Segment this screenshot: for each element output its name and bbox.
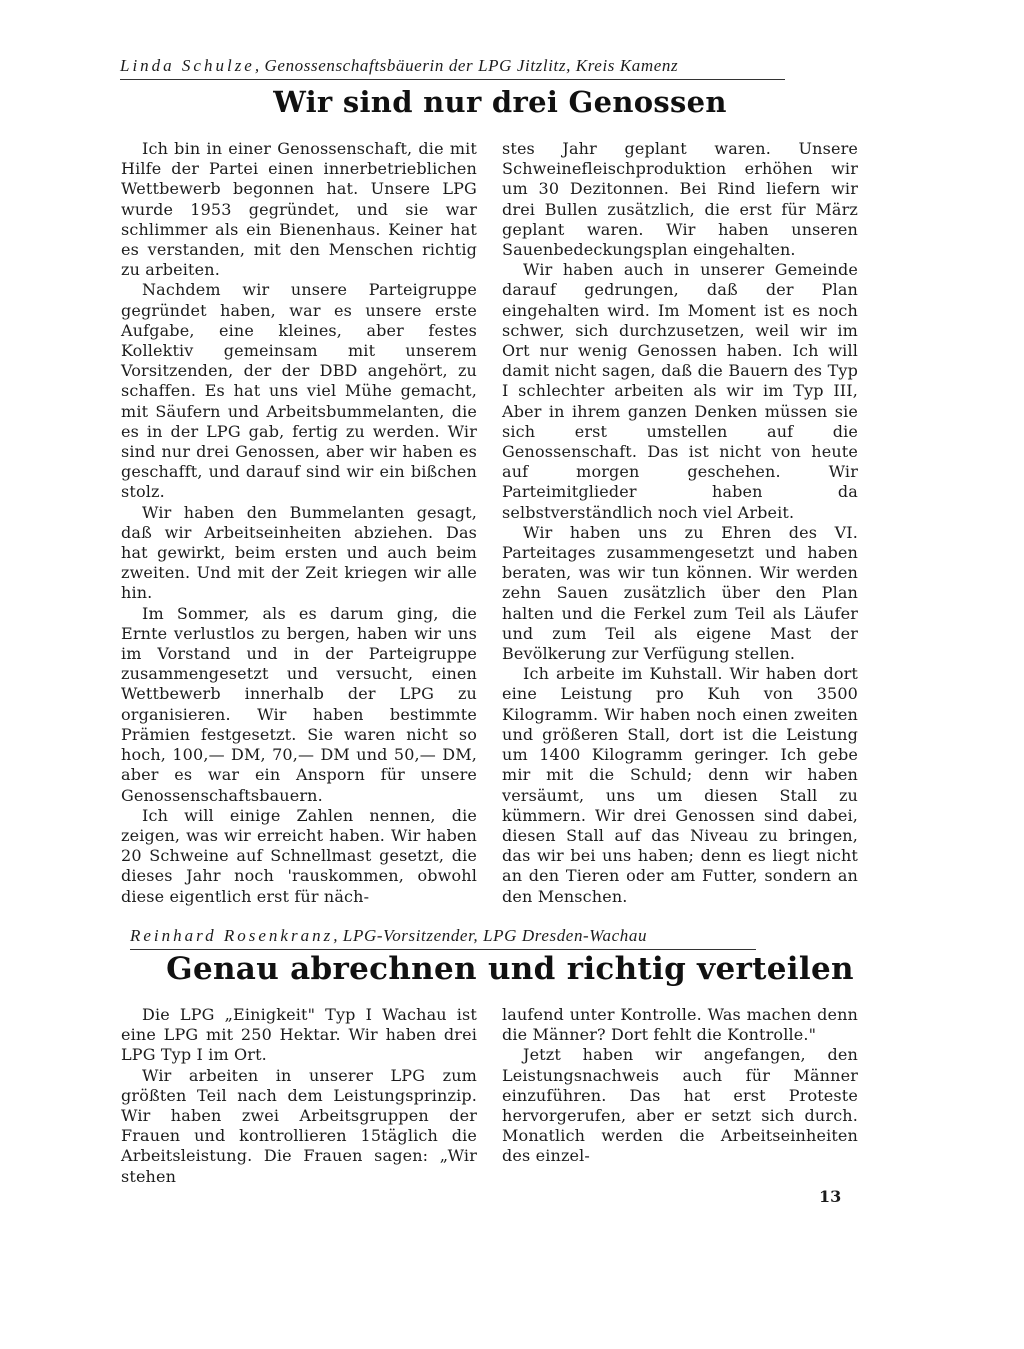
paragraph: Jetzt haben wir angefangen, den Leistungsnachweis auch für Männer einzuführen. Das hat erst Proteste hervorgerufen, aber er setzt sich durch. Monatlich werden die Arbeitseinheiten des einzel- xyxy=(502,1045,858,1166)
article-1-column-2 xyxy=(502,139,858,907)
paragraph: Ich bin in einer Genossenschaft, die mit Hilfe der Partei einen innerbetrieblichen Wettbewerb begonnen hat. Unsere LPG wurde 1953 gegründet, und sie war schlimmer als ein Bienenhaus. Keiner hat es verstanden, mit den Menschen richtig zu arbeiten. xyxy=(121,139,477,280)
author-role: , Genossenschaftsbäuerin der LPG Jitzlitz, Kreis Kamenz xyxy=(254,56,679,75)
article-1-column-1 xyxy=(121,139,477,907)
author-role: , LPG-Vorsitzender, LPG Dresden-Wachau xyxy=(333,926,648,945)
byline-linda-schulze xyxy=(120,56,785,80)
paragraph: Die LPG „Einigkeit" Typ I Wachau ist eine LPG mit 250 Hektar. Wir haben drei LPG Typ I im Ort. xyxy=(121,1005,477,1065)
author-name: Linda Schulze xyxy=(120,56,255,75)
byline-reinhard-rosenkranz xyxy=(130,926,756,950)
article-title: Wir sind nur drei Genossen xyxy=(273,85,727,119)
article-title: Genau abrechnen und richtig verteilen xyxy=(166,951,854,987)
paragraph: Wir haben auch in unserer Gemeinde darauf gedrungen, daß der Plan eingehalten wird. Im Moment ist es noch schwer, sich durchzusetzen, weil wir im Ort nur wenig Genossen haben. Ich will damit nicht sagen, daß die Bauern des Typ I schlechter arbeiten als wir im Typ III, Aber in ihrem ganzen Denken müssen sie sich erst umstellen auf die Genossenschaft. Das ist nicht von heute auf morgen geschehen. Wir Parteimitglieder haben da selbstverständlich noch viel Arbeit. xyxy=(502,260,858,522)
article-2-column-1 xyxy=(121,1005,477,1187)
paragraph: Wir haben uns zu Ehren des VI. Parteitages zusammengesetzt und haben beraten, was wir tun können. Wir werden zehn Sauen zusätzlich über den Plan halten und die Ferkel zum Teil als Läufer und zum Teil als eigene Mast der Bevölkerung zur Verfügung stellen. xyxy=(502,522,858,664)
paragraph: Wir haben den Bummelanten gesagt, daß wir Arbeitseinheiten abziehen. Das hat gewirkt, beim ersten und auch beim zweiten. Und mit der Zeit kriegen wir alle hin. xyxy=(121,502,477,603)
author-name: Reinhard Rosenkranz xyxy=(130,926,334,945)
paragraph: Im Sommer, als es darum ging, die Ernte verlustlos zu bergen, haben wir uns im Vorstand und in der Parteigruppe zusammengesetzt und versucht, einen Wettbewerb innerhalb der LPG zu organisieren. Wir haben bestimmte Prämien festgesetzt. Sie waren nicht so hoch, 100,— DM, 70,— DM und 50,— DM, aber es war ein Ansporn für unsere Genossenschaftsbauern. xyxy=(121,603,477,805)
paragraph: Wir arbeiten in unserer LPG zum größten Teil nach dem Leistungsprinzip. Wir haben zwei Arbeitsgruppen der Frauen und kontrollieren 15täglich die Arbeitsleistung. Die Frauen sagen: „Wir stehen xyxy=(121,1065,477,1186)
paragraph: Ich will einige Zahlen nennen, die zeigen, was wir erreicht haben. Wir haben 20 Schweine auf Schnellmast gesetzt, die dieses Jahr noch 'rauskommen, obwohl diese eigentlich erst für näch- xyxy=(121,805,477,906)
paragraph: Nachdem wir unsere Parteigruppe gegründet haben, war es unsere erste Aufgabe, eine kleines, aber festes Kollektiv gemeinsam mit unserem Vorsitzenden, der der DBD angehört, zu schaffen. Es hat uns viel Mühe gemacht, mit Säufern und Arbeitsbummelanten, die es in der LPG gab, fertig zu werden. Wir sind nur drei Genossen, aber wir haben es geschafft, und darauf sind wir ein bißchen stolz. xyxy=(121,280,477,502)
paragraph: Ich arbeite im Kuhstall. Wir haben dort eine Leistung pro Kuh von 3500 Kilogramm. Wir haben noch einen zweiten und größeren Stall, dort ist die Leistung um 1400 Kilogramm geringer. Ich gebe mir mit die Schuld; denn wir haben versäumt, uns um diesen Stall zu kümmern. Wir drei Genossen sind dabei, diesen Stall auf das Niveau zu bringen, das wir bei uns haben; denn es liegt nicht an den Tieren oder am Futter, sondern an den Menschen. xyxy=(502,664,858,906)
article-2-column-2 xyxy=(502,1005,858,1167)
paragraph-continuation: laufend unter Kontrolle. Was machen denn die Männer? Dort fehlt die Kontrolle." xyxy=(502,1005,858,1045)
paragraph-continuation: stes Jahr geplant waren. Unsere Schweinefleischproduktion erhöhen wir um 30 Dezitonnen. Bei Rind liefern wir drei Bullen zusätzlich, die erst für März geplant waren. Wir haben unseren Sauenbedeckungsplan eingehalten. xyxy=(502,139,858,260)
page-number: 13 xyxy=(819,1187,842,1206)
